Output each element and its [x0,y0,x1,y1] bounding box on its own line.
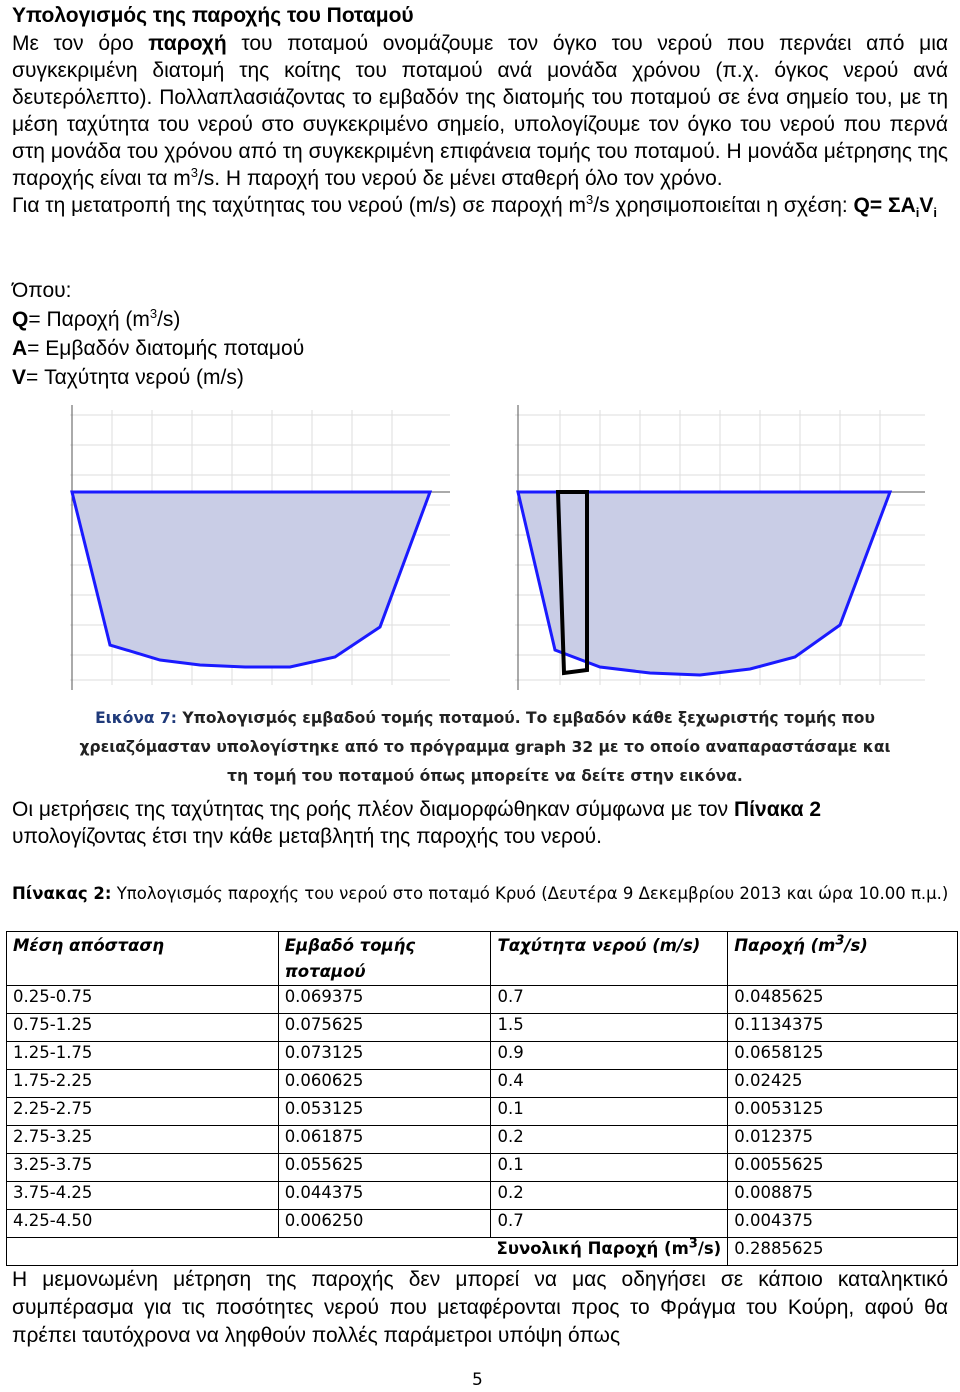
table-row [7,1042,958,1070]
table-row [7,1126,958,1154]
conversion-text-cont: /s χρησιμοποιείται η σχέση: [593,194,854,217]
table-body [7,986,958,1238]
table-cell: 3.25-3.75 [7,1154,279,1182]
table-cell: 0.4 [491,1070,728,1098]
table-row [7,1182,958,1210]
definitions-list [12,276,304,392]
table-cell: 0.75-1.25 [7,1014,279,1042]
table-cell: 3.75-4.25 [7,1182,279,1210]
intro-paragraph [12,30,948,226]
table-caption-label: Πίνακας 2: [12,884,112,903]
header-area: Εμβαδό τομής ποταμού [278,932,491,986]
table-cell: 0.006250 [278,1210,491,1238]
cross-section-panel-left [50,395,455,695]
table-row [7,1154,958,1182]
table-cell: 0.073125 [278,1042,491,1070]
table-row [7,1210,958,1238]
definition-v: V= Ταχύτητα νερού (m/s) [12,366,244,389]
where-label: Όπου: [12,279,72,302]
table-cell: 0.060625 [278,1070,491,1098]
unit-superscript: 3 [586,192,594,207]
table-row [7,1098,958,1126]
table-cell: 0.0053125 [728,1098,958,1126]
table-cell: 0.2 [491,1182,728,1210]
figure-caption-text: Υπολογισμός εμβαδού τομής ποταμού. Το εμβαδόν κάθε ξεχωριστής τομής που χρειαζόμασταν υπολογίστηκε από το πρόγραμμα graph 32 με το οποίο αναπαραστάσαμε και τη τομή του ποταμού όπως μπορείτε να δείτε στην εικόνα. [79,709,891,785]
table-cell: 0.055625 [278,1154,491,1182]
header-discharge: Παροχή $(m^3/s)$ [728,932,958,986]
table-caption [12,880,952,907]
table-cell: 0.0055625 [728,1154,958,1182]
river-cross-section-figure [50,395,930,705]
table-cell: 1.75-2.25 [7,1070,279,1098]
page-number: 5 [472,1370,483,1390]
intro-text: Με τον όρο [12,32,149,55]
header-velocity: Ταχύτητα νερού (m/s) [491,932,728,986]
table-caption-text: Υπολογισμός παροχής του νερού στο ποταμό Κρυό (Δευτέρα 9 Δεκεμβρίου 2013 και ώρα 10.00 π.μ.) [111,884,949,903]
table-cell: 0.012375 [728,1126,958,1154]
table-cell: 0.069375 [278,986,491,1014]
table-row [7,1014,958,1042]
total-value: 0.2885625 [728,1238,958,1266]
table-cell: 0.061875 [278,1126,491,1154]
table-total-row [7,1238,958,1266]
table-cell: 0.1 [491,1098,728,1126]
intro-text-tail: /s. Η παροχή του νερού δε μένει σταθερή όλο τον χρόνο. [197,167,723,190]
table-cell: 0.02425 [728,1070,958,1098]
discharge-table [6,931,958,1266]
table-cell: 0.9 [491,1042,728,1070]
section-heading: Υπολογισμός της παροχής του Ποταμού [12,4,414,27]
figure-caption [70,704,900,791]
table-intro-paragraph: Οι μετρήσεις της ταχύτητας της ροής πλέον διαμορφώθηκαν σύμφωνα με τον Πίνακα 2 υπολογίζοντας έτσι την κάθε μεταβλητή της παροχής του νερού. [12,798,822,848]
closing-paragraph: Η μεμονωμένη μέτρηση της παροχής δεν μπορεί να μας οδηγήσει σε κάποιο καταληκτικό συμπέρασμα για τις ποσότητες νερού που μεταφέρονται προς το Φράγμα του Κούρη, αφού θα πρέπει ταυτόχρονα να ληφθούν πολλές παράμετροι υπόψη όπως [12,1268,948,1347]
intro-text-cont: του ποταμού ονομάζουμε τον όγκο του νερού που περνάει από μια συγκεκριμένη διατομή της κοίτης του ποταμού ανά μονάδα χρόνου (π.χ. όγκος νερού ανά δευτερόλεπτο). Πολλαπλασιάζοντας το εμβαδόν της διατομής του ποταμού σε ένα σημείο του, με τη μέση ταχύτητα του νερού στο συγκεκριμένο σημείο, υπολογίζουμε τον όγκο του νερού που περνά στη μονάδα του χρόνου από τη συγκεκριμένη επιφάνεια τομής του ποταμού. Η μονάδα μέτρησης της παροχής είναι τα m [12,32,949,190]
table-cell: 2.75-3.25 [7,1126,279,1154]
table-row [7,986,958,1014]
figure-caption-label: Εικόνα 7: [95,709,177,727]
table-cell: 0.075625 [278,1014,491,1042]
intro-term: παροχή [148,32,227,55]
unit-superscript: 3 [190,165,198,180]
table-header-row [7,932,958,986]
conversion-text: Για τη μετατροπή της ταχύτητας του νερού (m/s) σε παροχή m [12,194,587,217]
table-cell: 0.7 [491,1210,728,1238]
total-label: Συνολική Παροχή $(m^3/s)$ [7,1238,728,1266]
table-cell: 0.2 [491,1126,728,1154]
definition-q: Q= Παροχή $(m^3/s)$ [12,306,181,331]
table-cell: 0.25-0.75 [7,986,279,1014]
definition-a: A= Εμβαδόν διατομής ποταμού [12,337,305,360]
table-cell: 0.1 [491,1154,728,1182]
table-cell: 0.0485625 [728,986,958,1014]
table-cell: 1.5 [491,1014,728,1042]
table-cell: 0.004375 [728,1210,958,1238]
formula: $Q= \Sigma A_iV_i$ [853,194,938,221]
table-cell: 0.7 [491,986,728,1014]
cross-section-panel-right [490,395,930,695]
table-cell: 0.008875 [728,1182,958,1210]
table-row [7,1070,958,1098]
header-mean-distance: Μέση απόσταση [7,932,279,986]
table-cell: 0.0658125 [728,1042,958,1070]
table-cell: 0.1134375 [728,1014,958,1042]
table-cell: 0.053125 [278,1098,491,1126]
table-cell: 1.25-1.75 [7,1042,279,1070]
table-cell: 4.25-4.50 [7,1210,279,1238]
table-cell: 0.044375 [278,1182,491,1210]
table-cell: 2.25-2.75 [7,1098,279,1126]
